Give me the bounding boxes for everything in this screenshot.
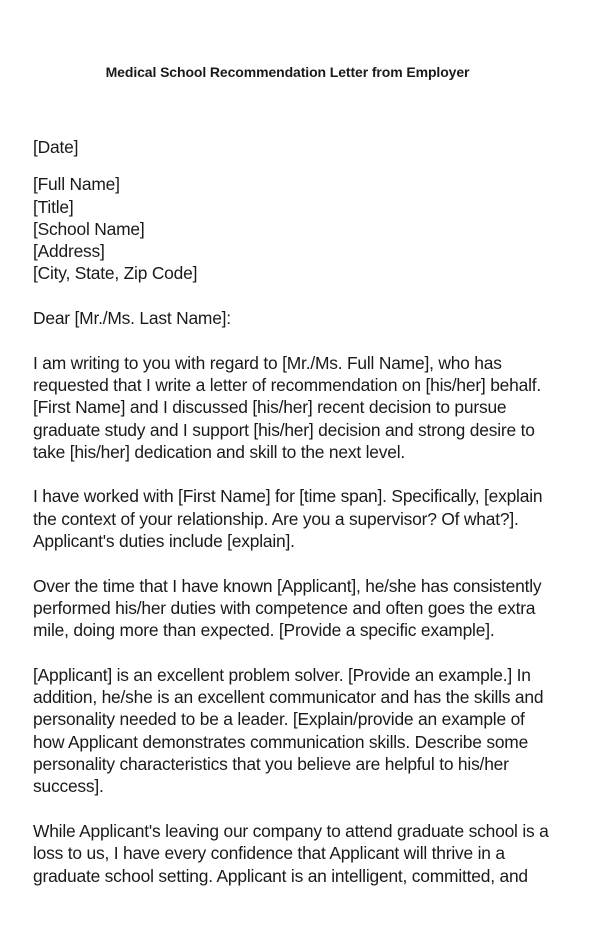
- spacer: [33, 463, 585, 485]
- paragraph-line: personality needed to be a leader. [Explain/provide an example of: [33, 709, 525, 730]
- letter-body: [33, 136, 585, 887]
- recipient-school-name: [School Name]: [33, 218, 145, 239]
- paragraph-line: I am writing to you with regard to [Mr./Ms. Full Name], who has: [33, 352, 502, 373]
- paragraph-line: take [his/her] dedication and skill to the next level.: [33, 441, 406, 462]
- paragraph-line: addition, he/she is an excellent communicator and has the skills and: [33, 687, 544, 708]
- paragraph-2: [33, 485, 585, 552]
- paragraph-line: how Applicant demonstrates communication skills. Describe some: [33, 731, 529, 752]
- spacer: [33, 642, 585, 664]
- recipient-title: [Title]: [33, 196, 74, 217]
- date-line: [Date]: [33, 137, 79, 157]
- paragraph-line: performed his/her duties with competence and often goes the extra: [33, 597, 536, 618]
- recipient-city-state-zip: [City, State, Zip Code]: [33, 263, 198, 284]
- recipient-address: [Address]: [33, 241, 105, 262]
- paragraph-line: While Applicant's leaving our company to attend graduate school is a: [33, 820, 549, 841]
- paragraph-line: [Applicant] is an excellent problem solver. [Provide an example.] In: [33, 664, 531, 685]
- salutation: Dear [Mr./Ms. Last Name]:: [33, 308, 231, 329]
- paragraph-line: Applicant's duties include [explain].: [33, 531, 295, 552]
- paragraph-1: [33, 352, 585, 463]
- spacer: [33, 158, 585, 173]
- recipient-full-name: [Full Name]: [33, 174, 120, 195]
- paragraph-line: Over the time that I have known [Applicant], he/she has consistently: [33, 575, 542, 596]
- paragraph-line: requested that I write a letter of recommendation on [his/her] behalf.: [33, 374, 542, 395]
- paragraph-line: personality characteristics that you believe are helpful to his/her: [33, 754, 509, 775]
- paragraph-3: [33, 575, 585, 642]
- paragraph-line: [First Name] and I discussed [his/her] recent decision to pursue: [33, 397, 507, 418]
- paragraph-line: mile, doing more than expected. [Provide a specific example].: [33, 620, 495, 641]
- spacer: [33, 798, 585, 820]
- spacer: [33, 329, 585, 351]
- paragraph-line: graduate school setting. Applicant is an intelligent, committed, and: [33, 865, 528, 886]
- spacer: [33, 285, 585, 307]
- paragraph-line: loss to us, I have every confidence that Applicant will thrive in a: [33, 843, 505, 864]
- spacer: [33, 552, 585, 574]
- letter-title: Medical School Recommendation Letter from Employer: [105, 64, 470, 80]
- recipient-block: [33, 173, 585, 284]
- paragraph-5: [33, 820, 585, 887]
- paragraph-line: graduate study and I support [his/her] decision and strong desire to: [33, 419, 535, 440]
- paragraph-line: the context of your relationship. Are you a supervisor? Of what?].: [33, 508, 519, 529]
- paragraph-4: [33, 664, 585, 798]
- paragraph-line: I have worked with [First Name] for [time span]. Specifically, [explain: [33, 486, 543, 507]
- paragraph-line: success].: [33, 776, 104, 797]
